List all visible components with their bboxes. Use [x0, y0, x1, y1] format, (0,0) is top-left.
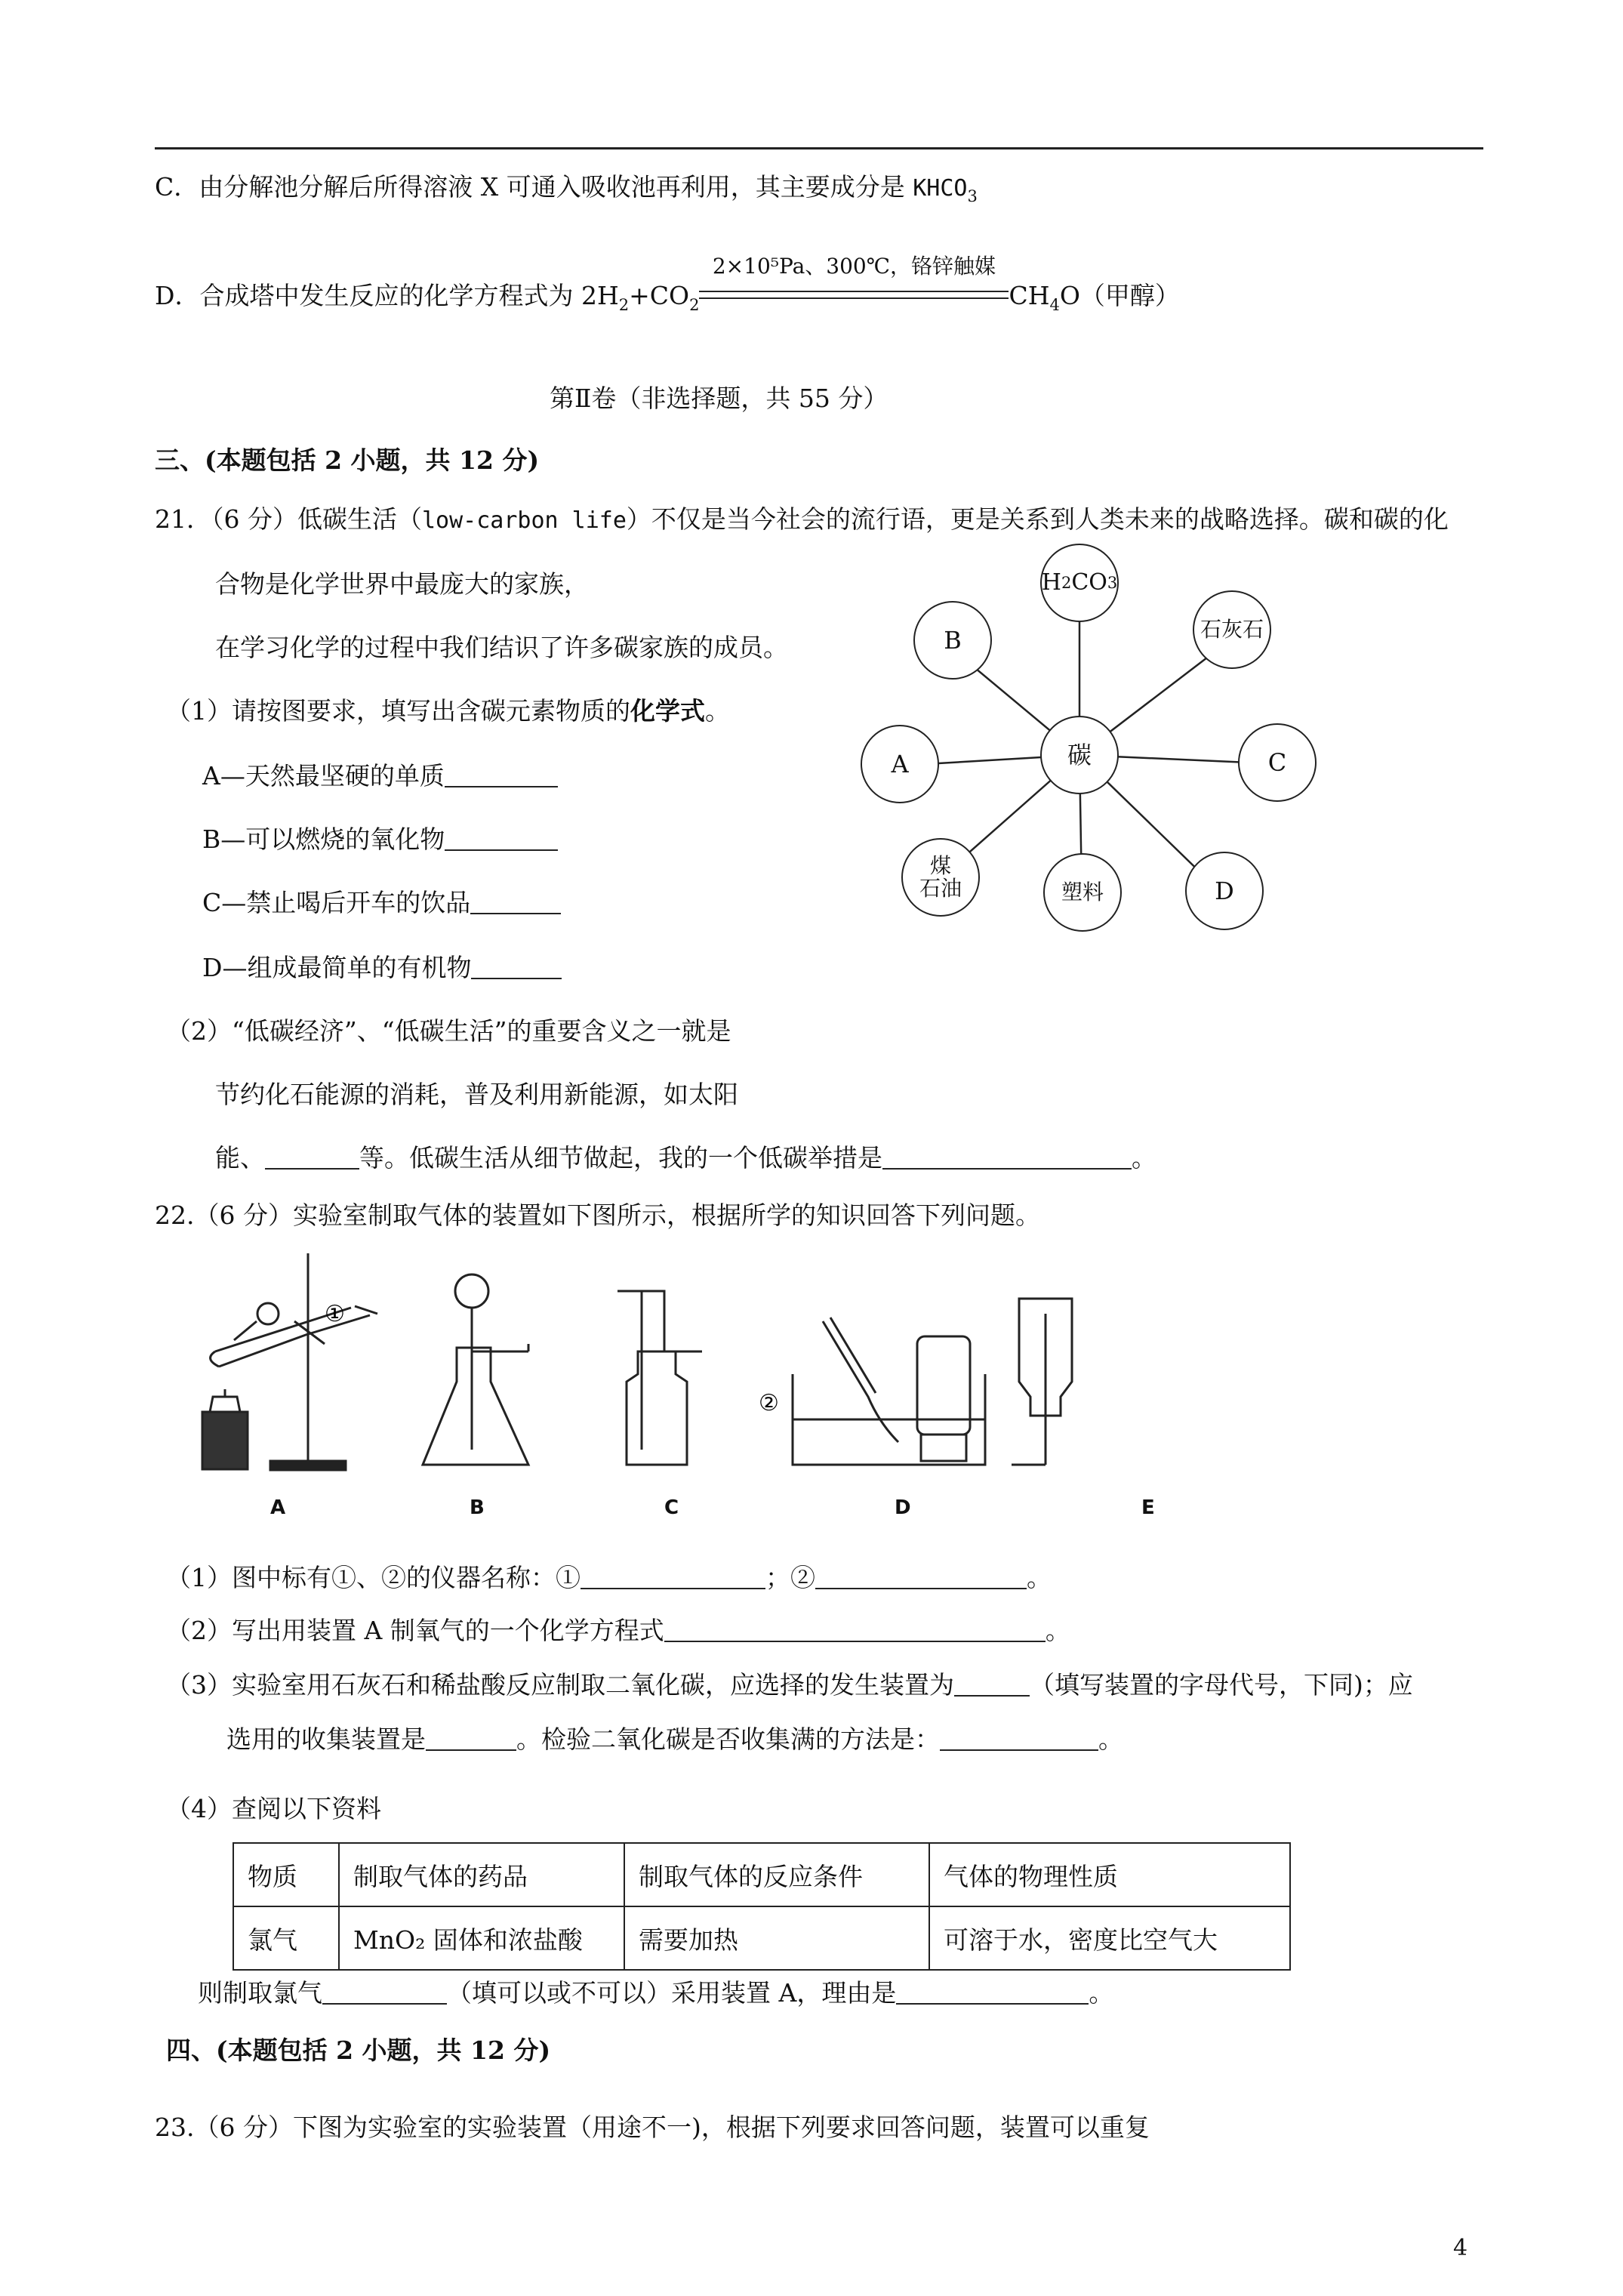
answer-blank[interactable]: [426, 1727, 516, 1751]
equals-bar: [699, 291, 1009, 299]
q21-line1: [155, 504, 1449, 536]
reference-table: [233, 1842, 1291, 1971]
node-a: A: [861, 725, 939, 803]
table-row: [233, 1906, 1290, 1970]
option-c-formula: KHCO: [913, 175, 968, 202]
apparatus-label-a: A: [270, 1496, 286, 1519]
q21-text: 21．（6 分）低碳生活（: [155, 504, 422, 534]
item-text: D—组成最简单的有机物: [202, 953, 472, 982]
q22-sub1: [166, 1563, 1052, 1593]
q21-sub1: [166, 696, 730, 726]
node-c: C: [1238, 723, 1317, 802]
answer-blank[interactable]: [581, 1565, 765, 1589]
text: （填写装置的字母代号，下同)；应: [1030, 1670, 1413, 1700]
node-text: 煤: [929, 853, 951, 878]
table-cell: 可溶于水，密度比空气大: [929, 1906, 1290, 1970]
part3-title: 三、(本题包括 2 小题，共 12 分): [155, 445, 540, 475]
q21-text: ）不仅是当今社会的流行语，更是关系到人类未来的战略选择。碳和碳的化: [626, 504, 1449, 534]
text: 则制取氯气: [198, 1978, 322, 2008]
part4-title: 四、(本题包括 2 小题，共 12 分): [166, 2036, 551, 2065]
punct: 。: [1045, 1616, 1070, 1645]
marker-1: ①: [325, 1301, 345, 1327]
carbon-family-diagram: [845, 544, 1344, 966]
formula-part: H: [1041, 569, 1061, 596]
item-text: B—可以燃烧的氧化物: [202, 824, 445, 854]
q21-english: low-carbon life: [421, 507, 627, 534]
q22-sub3-line2: [226, 1724, 1123, 1755]
option-d: [155, 254, 1180, 320]
table-cell: 物质: [233, 1843, 339, 1906]
table-cell: 气体的物理性质: [929, 1843, 1290, 1906]
text: （3）实验室用石灰石和稀盐酸反应制取二氧化碳，应选择的发生装置为: [166, 1670, 954, 1700]
product-name: O（甲醇）: [1059, 281, 1180, 310]
page-number: 4: [1453, 2235, 1468, 2261]
apparatus-label-b: B: [470, 1496, 485, 1519]
q21-sub1-bold: 化学式: [630, 696, 705, 726]
answer-blank[interactable]: [896, 1980, 1089, 2005]
answer-blank[interactable]: [815, 1565, 1027, 1589]
reaction-condition: 2×10⁵Pa、300℃，铬锌触媒: [712, 254, 996, 279]
answer-blank[interactable]: [470, 890, 561, 914]
answer-blank[interactable]: [471, 955, 562, 979]
table-cell: MnO₂ 固体和浓盐酸: [339, 1906, 624, 1970]
node-coal-oil: [901, 838, 980, 917]
reactant: +CO: [629, 281, 690, 310]
table-header-row: [233, 1843, 1290, 1906]
node-carbon: 碳: [1040, 716, 1119, 794]
apparatus-label-e: E: [1141, 1496, 1155, 1519]
item-text: C—禁止喝后开车的饮品: [202, 888, 471, 917]
reaction-arrow: [699, 254, 1009, 307]
text: （2）写出用装置 A 制氧气的一个化学方程式: [166, 1616, 664, 1645]
q21-item-c: [202, 888, 561, 918]
q21-item-b: [202, 824, 558, 855]
table-cell: 制取气体的药品: [339, 1843, 624, 1906]
subscript: 2: [1061, 574, 1072, 592]
q21-sub2-line2: 节约化石能源的消耗，普及利用新能源，如太阳: [215, 1080, 738, 1109]
text: （1）图中标有①、②的仪器名称：①: [166, 1563, 581, 1592]
node-d: D: [1185, 852, 1264, 930]
q21-line2: 合物是化学世界中最庞大的家族，: [215, 569, 589, 599]
subscript: 2: [689, 296, 700, 314]
apparatus-label-c: C: [664, 1496, 679, 1519]
q22-conclusion: [198, 1978, 1113, 2008]
punct: 。: [1098, 1724, 1123, 1754]
option-c: [155, 172, 978, 211]
item-text: A—天然最坚硬的单质: [202, 761, 445, 791]
q21-item-d: [202, 953, 562, 983]
q22-sub4: （4）查阅以下资料: [166, 1794, 381, 1823]
q21-sub1-text: （1）请按图要求，填写出含碳元素物质的: [166, 696, 630, 726]
text: 等。低碳生活从细节做起，我的一个低碳举措是: [359, 1143, 882, 1173]
text: ；②: [765, 1563, 815, 1592]
header-rule: [155, 147, 1483, 149]
q22-sub2: [166, 1616, 1070, 1646]
q22-sub3-line1: [166, 1670, 1413, 1700]
q22-intro: 22.（6 分）实验室制取气体的装置如下图所示，根据所学的知识回答下列问题。: [155, 1200, 1040, 1230]
formula-part: CO: [1071, 569, 1107, 596]
q21-line3: 在学习化学的过程中我们结识了许多碳家族的成员。: [215, 633, 788, 662]
node-limestone: 石灰石: [1193, 590, 1271, 669]
answer-blank[interactable]: [664, 1618, 1046, 1642]
option-c-text: C．由分解池分解后所得溶液 X 可通入吸收池再利用，其主要成分是: [155, 172, 913, 202]
q21-sub2-line1: （2）“低碳经济”、“低碳生活”的重要含义之一就是: [166, 1016, 731, 1046]
q21-item-a: [202, 761, 558, 791]
answer-blank[interactable]: [882, 1145, 1132, 1170]
section-title: 第Ⅱ卷（非选择题，共 55 分）: [550, 384, 888, 413]
node-text: 石油: [919, 876, 962, 901]
answer-blank[interactable]: [445, 827, 558, 851]
answer-blank[interactable]: [445, 763, 558, 787]
subscript: 2: [618, 296, 630, 314]
answer-blank[interactable]: [265, 1145, 359, 1170]
apparatus-drawings: [174, 1246, 1200, 1487]
answer-blank[interactable]: [940, 1727, 1098, 1751]
product: CH: [1009, 281, 1050, 310]
table-cell: 需要加热: [624, 1906, 929, 1970]
text: 选用的收集装置是: [226, 1724, 426, 1754]
table-cell: 氯气: [233, 1906, 339, 1970]
text: 能、: [215, 1143, 265, 1173]
punct: 。: [1132, 1143, 1156, 1173]
apparatus-label-d: D: [895, 1496, 911, 1519]
option-d-text: D．合成塔中发生反应的化学方程式为 2H: [155, 281, 619, 310]
q23-intro: 23.（6 分）下图为实验室的实验装置（用途不一)，根据下列要求回答问题，装置可以重复: [155, 2113, 1150, 2142]
node-b: B: [913, 601, 992, 680]
punct: 。: [1089, 1978, 1114, 2008]
punct: 。: [1027, 1563, 1052, 1592]
answer-blank[interactable]: [322, 1980, 447, 2005]
node-h2co3: [1040, 544, 1119, 622]
punct: 。: [705, 696, 730, 726]
table-cell: 制取气体的反应条件: [624, 1843, 929, 1906]
option-c-subscript: 3: [967, 187, 978, 205]
marker-2: ②: [759, 1390, 779, 1416]
node-plastic: 塑料: [1043, 853, 1122, 932]
text: 。检验二氧化碳是否收集满的方法是：: [516, 1724, 940, 1754]
lab-apparatus-figure: [174, 1246, 1200, 1533]
subscript: 4: [1049, 296, 1060, 314]
q21-sub2-line3: [215, 1143, 1156, 1173]
text: （填可以或不可以）采用装置 A，理由是: [447, 1978, 897, 2008]
answer-blank[interactable]: [954, 1672, 1030, 1697]
subscript: 3: [1107, 574, 1118, 592]
